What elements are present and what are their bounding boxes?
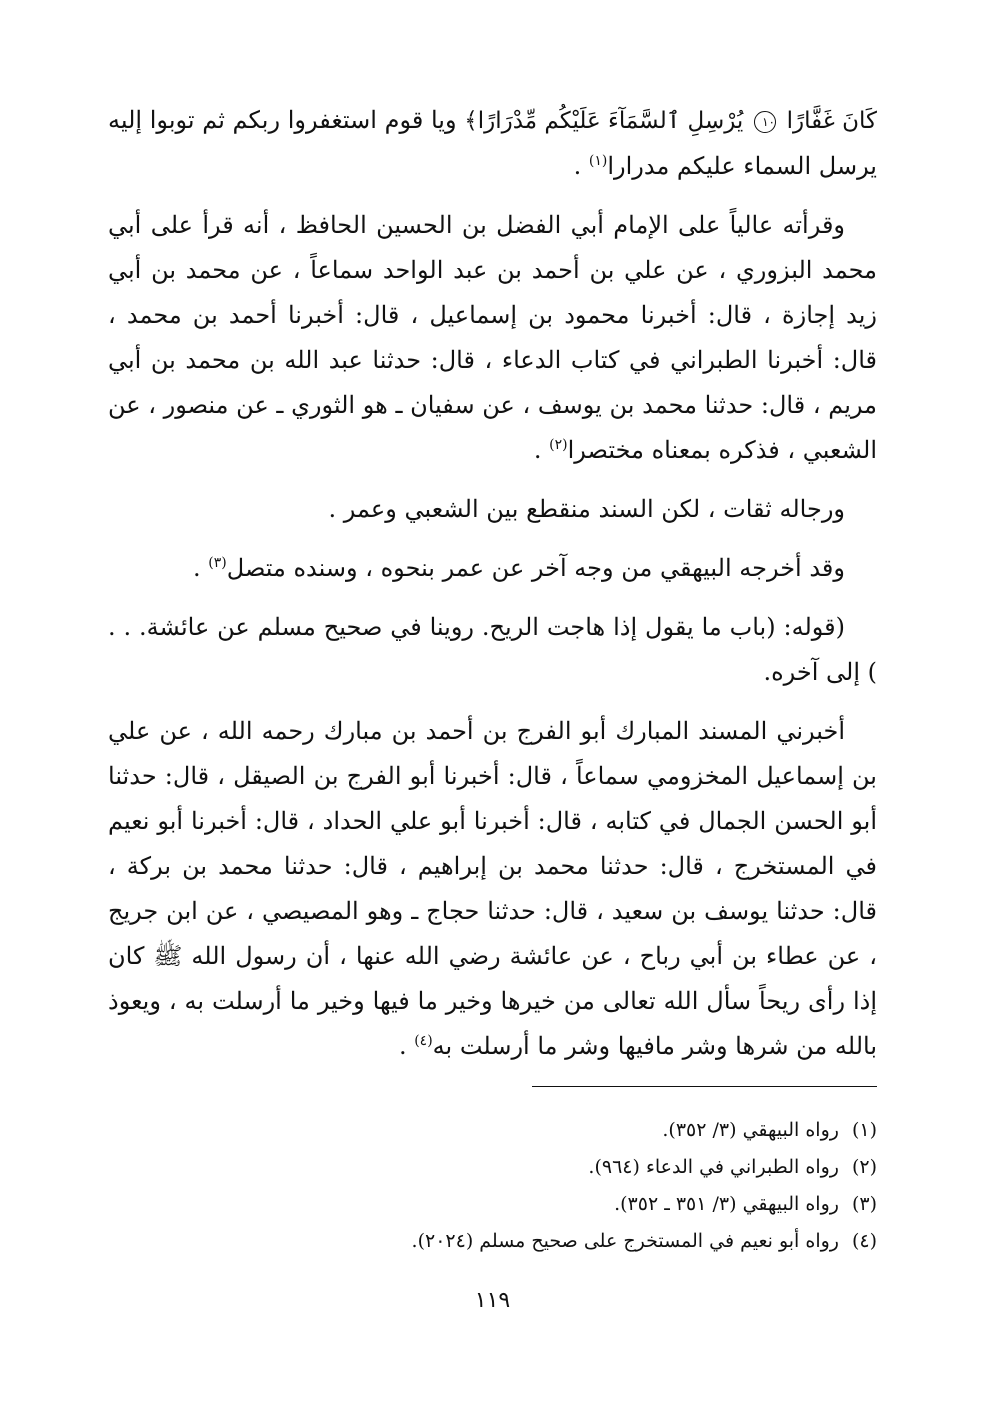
paragraph-5-text: (قوله: (باب ما يقول إذا هاجت الريح. روينا في صحيح مسلم عن عائشة. . . ) إلى آخره. <box>108 613 877 686</box>
paragraph-2 <box>108 203 877 473</box>
paragraph-1 <box>108 98 877 189</box>
footnote-text: رواه البيهقي (٣/ ٣٥٢). <box>662 1119 839 1141</box>
footnote-4 <box>108 1223 877 1260</box>
paragraph-3-text: ورجاله ثقات ، لكن السند منقطع بين الشعبي وعمر . <box>328 495 845 523</box>
paragraph-4 <box>108 546 877 591</box>
footnote-1 <box>108 1112 877 1149</box>
page-number: ١١٩ <box>474 1288 511 1313</box>
footnote-number: (٢) <box>851 1156 877 1178</box>
footnote-separator <box>532 1086 877 1087</box>
footnote-2 <box>108 1149 877 1186</box>
paragraph-1-end: . <box>573 152 589 180</box>
paragraph-3 <box>108 487 877 532</box>
footnote-ref-1[interactable]: (١) <box>588 153 608 169</box>
main-text <box>108 98 877 1069</box>
quran-verse-fragment: كَانَ غَفَّارًا <box>786 108 878 134</box>
paragraph-2-end: . <box>533 436 550 464</box>
paragraph-4-text: وقد أخرجه البيهقي من وجه آخر عن عمر بنحوه ، وسنده متصل <box>226 554 845 582</box>
footnote-ref-4[interactable]: (٤) <box>414 1033 433 1049</box>
footnote-3 <box>108 1186 877 1223</box>
paragraph-5 <box>108 605 877 695</box>
footnote-text: رواه أبو نعيم في المستخرج على صحيح مسلم (٢٠٢٤). <box>411 1230 839 1252</box>
paragraph-2-text: وقرأته عالياً على الإمام أبي الفضل بن الحسين الحافظ ، أنه قرأ على أبي محمد البزوري ، عن علي بن أحمد بن عبد الواحد سماعاً ، عن محمد بن أبي زيد إجازة ، قال: أخبرنا محمود بن إسماعيل ، قال: أخبرنا أحمد بن محمد ، قال: أخبرنا الطبراني في كتاب الدعاء ، قال: حدثنا عبد الله بن محمد بن أبي مريم ، قال: حدثنا محمد بن يوسف ، عن سفيان ـ هو الثوري ـ عن منصور ، عن الشعبي ، فذكره بمعناه مختصرا <box>108 211 877 464</box>
paragraph-1-text: ويا قوم استغفروا ربكم ثم توبوا إليه يرسل السماء عليكم مدرارا <box>108 106 877 180</box>
footnote-number: (٤) <box>851 1230 877 1252</box>
paragraph-6 <box>108 709 877 1069</box>
footnote-ref-3[interactable]: (٣) <box>208 555 227 571</box>
paragraph-4-end: . <box>193 554 209 582</box>
quran-verse-tail: يُرْسِلِ ٱلسَّمَآءَ عَلَيْكُم مِّدْرَارًا﴾ <box>464 108 744 134</box>
paragraph-6-end: . <box>398 1032 415 1060</box>
paragraph-6-text: أخبرني المسند المبارك أبو الفرج بن أحمد بن مبارك رحمه الله ، عن علي بن إسماعيل المخزومي سماعاً ، قال: أخبرنا أبو الفرج بن الصيقل ، قال: حدثنا أبو الحسن الجمال في كتابه ، قال: أخبرنا أبو علي الحداد ، قال: أخبرنا أبو نعيم في المستخرج ، قال: حدثنا محمد بن إبراهيم ، قال: حدثنا محمد بن بركة ، قال: حدثنا يوسف بن سعيد ، قال: حدثنا حجاج ـ وهو المصيصي ، عن ابن جريج ، عن عطاء بن أبي رباح ، عن عائشة رضي الله عنها ، أن رسول الله ﷺ كان إذا رأى ريحاً سأل الله تعالى من خيرها وخير ما فيها وخير ما أرسلت به ، ويعوذ بالله من شرها وشر مافيها وشر ما أرسلت به <box>108 717 877 1060</box>
footnote-ref-2[interactable]: (٢) <box>549 437 568 453</box>
footnote-number: (٣) <box>851 1193 877 1215</box>
footnotes <box>108 1112 877 1260</box>
footnote-text: رواه البيهقي (٣/ ٣٥١ ـ ٣٥٢). <box>614 1193 839 1215</box>
ayah-number-marker: ١٠ <box>754 111 776 133</box>
footnote-number: (١) <box>851 1119 877 1141</box>
footnote-text: رواه الطبراني في الدعاء (٩٦٤). <box>588 1156 839 1178</box>
